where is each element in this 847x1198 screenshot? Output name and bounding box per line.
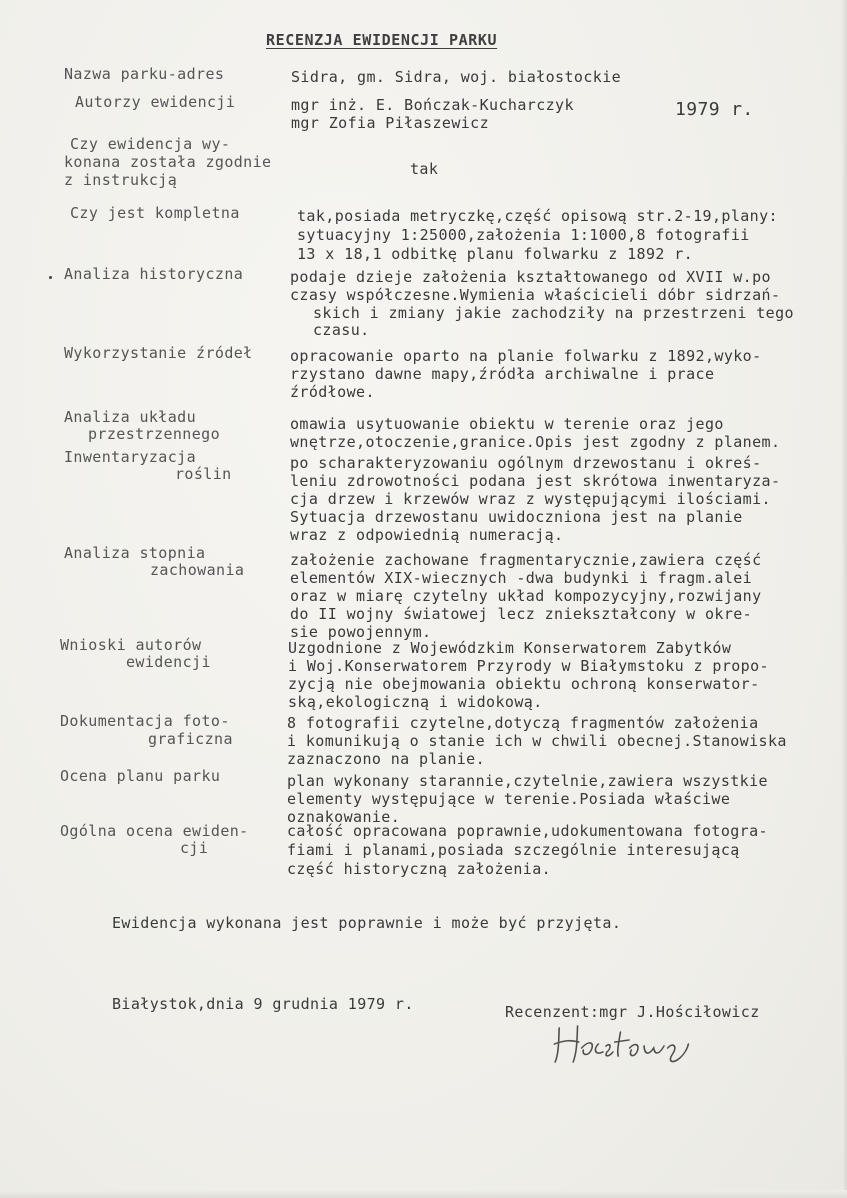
field-value-instruction: tak [410, 160, 439, 178]
field-value-conclusions-1: Uzgodnione z Wojewódzkim Konserwatorem Zabytków [288, 639, 732, 657]
document-title: RECENZJA EWIDENCJI PARKU [266, 31, 498, 49]
field-value-conclusions-3: zycją nie obejmowania obiektu ochroną konserwator- [288, 675, 760, 693]
field-label-spatial-1: Analiza układu [64, 408, 197, 426]
field-value-photos-1: 8 fotografii czytelne,dotyczą fragmentów założenia [287, 714, 759, 732]
field-value-preservation-2: elementów XIX-wiecznych -dwa budynki i fragm.alei [290, 569, 753, 587]
signature-scribble [544, 1018, 732, 1066]
field-label-plants-1: Inwentaryzacja [64, 448, 197, 466]
field-value-sources-2: rzystano dawne mapy,źródła archiwalne i prace [290, 365, 715, 383]
margin-mark [49, 276, 52, 279]
field-label-instruction-2: konana została zgodnie [64, 153, 272, 171]
field-value-sources-1: opracowanie oparto na planie folwarku z 1892,wyko- [290, 347, 762, 365]
field-label-preservation-1: Analiza stopnia [64, 544, 206, 562]
place-date: Białystok,dnia 9 grudnia 1979 r. [112, 995, 414, 1013]
field-value-preservation-1: założenie zachowane fragmentarycznie,zawiera część [290, 551, 762, 569]
paper-edge-right [841, 0, 847, 1198]
field-label-authors: Autorzy ewidencji [75, 93, 236, 111]
reviewer-line: Recenzent:mgr J.Hościłowicz [505, 1003, 760, 1021]
field-label-photos-2: graficzna [148, 730, 233, 748]
field-label-preservation-2: zachowania [150, 561, 245, 579]
field-label-plan: Ocena planu parku [60, 767, 221, 785]
field-label-history: Analiza historyczna [64, 265, 244, 283]
field-value-park-name: Sidra, gm. Sidra, woj. białostockie [291, 68, 622, 86]
field-value-plants-5: wraz z odpowiednią numeracją. [290, 526, 564, 544]
field-value-photos-2: i komunikują o stanie ich w chwili obecnej.Stanowiska [287, 732, 787, 750]
handwritten-signature [543, 1018, 733, 1074]
field-value-history-2: czasy współczesne.Wymienia właścicieli dóbr sidrzań- [290, 286, 781, 304]
field-value-plan-1: plan wykonany starannie,czytelnie,zawiera wszystkie [287, 772, 768, 790]
field-value-overall-1: całość opracowana poprawnie,udokumentowana fotogra- [287, 822, 768, 840]
field-value-complete-2: sytuacyjny 1:25000,założenia 1:1000,8 fotografii [297, 226, 750, 244]
field-label-complete: Czy jest kompletna [70, 204, 240, 222]
field-label-spatial-2: przestrzennego [88, 425, 221, 443]
field-value-photos-3: zaznaczono na planie. [287, 750, 486, 768]
field-value-plan-3: oznakowanie. [287, 808, 401, 826]
paper-edge-bottom [0, 1190, 847, 1198]
field-label-instruction-1: Czy ewidencja wy- [70, 135, 231, 153]
field-value-complete-1: tak,posiada metryczkę,część opisową str.2-19,plany: [297, 207, 778, 225]
field-label-sources: Wykorzystanie źródeł [64, 344, 253, 362]
field-label-conclusions-2: ewidencji [126, 653, 211, 671]
field-label-overall-1: Ogólna ocena ewiden- [60, 822, 249, 840]
field-value-overall-3: część historyczną założenia. [287, 860, 552, 878]
authors-year: 1979 r. [675, 99, 754, 120]
field-value-plants-1: po scharakteryzowaniu ogólnym drzewostanu i okreś- [290, 454, 762, 472]
field-value-preservation-5: sie powojennym. [290, 623, 432, 641]
field-value-author-1: mgr inż. E. Bończak-Kucharczyk [291, 96, 574, 114]
field-value-spatial-2: wnętrze,otoczenie,granice.Opis jest zgodny z planem. [290, 433, 781, 451]
field-value-plants-3: cja drzew i krzewów wraz z występującymi ilościami. [290, 490, 771, 508]
field-value-preservation-4: do II wojny światowej lecz zniekształcony w okre- [290, 605, 753, 623]
field-value-plants-2: leniu zdrowotności podana jest skrótowa inwentaryza- [290, 472, 781, 490]
field-value-overall-2: fiami i planami,posiada szczególnie interesującą [287, 841, 740, 859]
field-value-plan-2: elementy występujące w terenie.Posiada właściwe [287, 790, 731, 808]
field-value-plants-4: Sytuacja drzewostanu uwidoczniona jest na planie [290, 508, 743, 526]
field-value-spatial-1: omawia usytuowanie obiektu w terenie oraz jego [290, 415, 724, 433]
field-label-instruction-3: z instrukcją [64, 171, 178, 189]
field-label-photos-1: Dokumentacja foto- [60, 712, 230, 730]
field-label-plants-2: roślin [175, 465, 232, 483]
field-value-history-1: podaje dzieje założenia kształtowanego od XVII w.po [290, 268, 771, 286]
field-value-author-2: mgr Zofia Piłaszewicz [291, 114, 490, 132]
field-value-history-4: czasu. [313, 321, 370, 339]
field-value-history-3: skich i zmiany jakie zachodziły na przestrzeni tego [313, 304, 794, 322]
field-label-park-name: Nazwa parku-adres [64, 65, 225, 83]
field-value-conclusions-4: ską,ekologiczną i widokową. [288, 693, 543, 711]
field-label-overall-2: cji [180, 839, 209, 857]
field-value-complete-3: 13 x 18,1 odbitkę planu folwarku z 1892 r. [297, 245, 694, 263]
field-value-preservation-3: oraz w miarę czytelny układ kompozycyjny,rozwijany [290, 587, 762, 605]
field-label-conclusions-1: Wnioski autorów [60, 636, 202, 654]
field-value-sources-3: źródłowe. [290, 383, 375, 401]
conclusion-sentence: Ewidencja wykonana jest poprawnie i może być przyjęta. [112, 914, 622, 932]
field-value-conclusions-2: i Woj.Konserwatorem Przyrody w Białymstoku z propo- [288, 657, 769, 675]
